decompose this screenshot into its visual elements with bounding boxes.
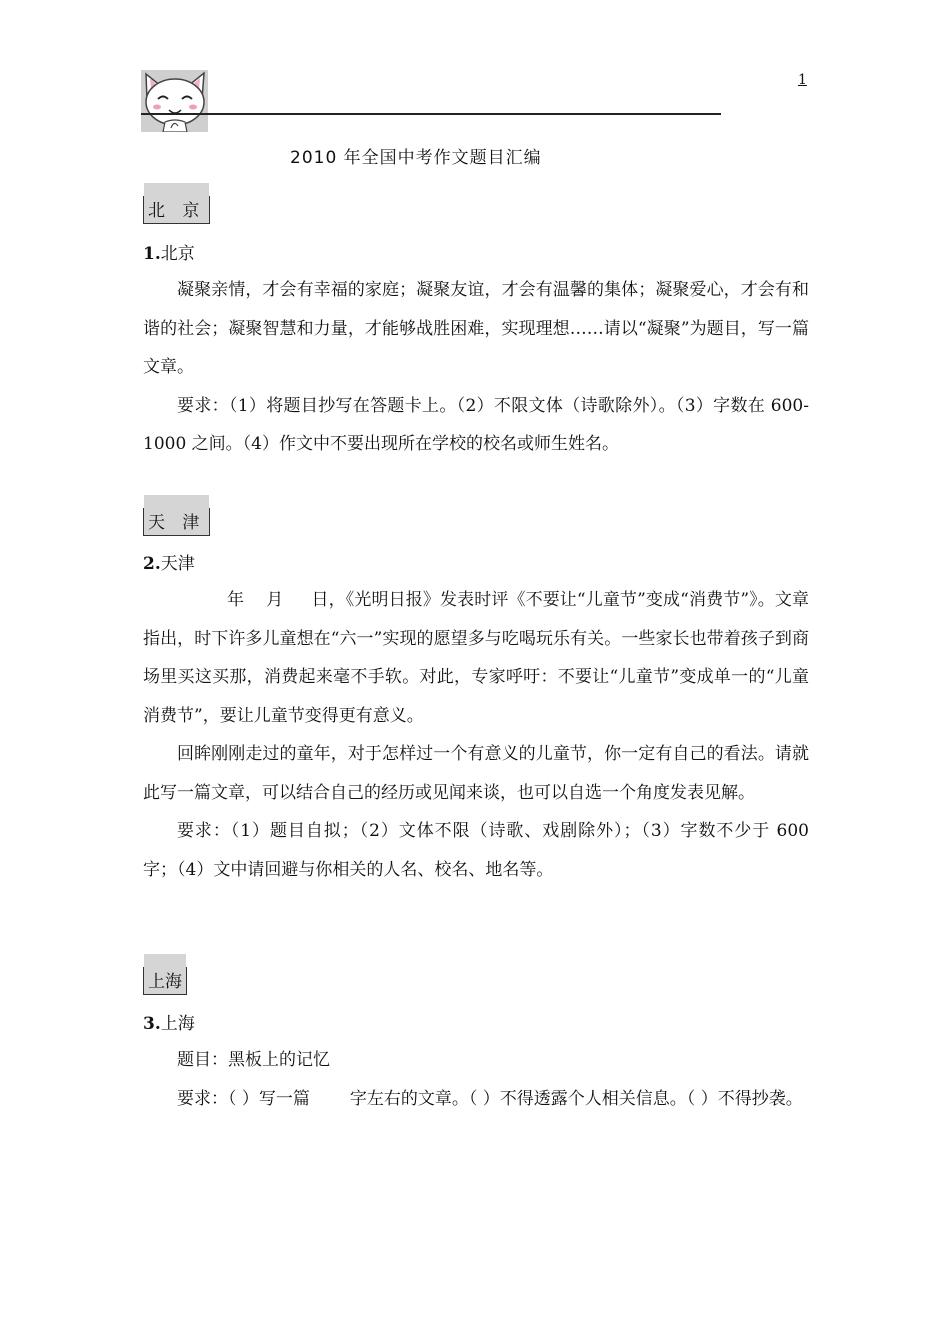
tag-shading [144,495,209,509]
section-tag-label: 上海 [148,972,182,992]
date-month: 月 [266,590,284,610]
item-heading-shanghai [143,1013,195,1035]
item-heading-beijing [143,243,195,265]
header-rule [141,113,721,115]
tag-shading [144,183,209,197]
shanghai-requirements [143,1080,809,1119]
item-name: 上海 [160,1014,195,1034]
tianjin-prompt-text: 日，《光明日报》发表时评《不要让“儿童节”变成“消费节”》。文章指出，时下许多儿童想在“六一”实现的愿望多与吃喝玩乐有关。一些家长也带着孩子到商场里买这买那，消费起来毫不手软。对此，专家呼吁：不要让“儿童节”变成单一的“儿童消费节”，要让儿童节变得更有意义。 [143,590,810,726]
section-tag-shanghai [143,967,187,995]
shanghai-body [143,1041,809,1118]
item-name: 天津 [160,554,195,574]
beijing-prompt: 凝聚亲情，才会有幸福的家庭；凝聚友谊，才会有温馨的集体；凝聚爱心，才会有和谐的社会；凝聚智慧和力量，才能够战胜困难，实现理想……请以“凝聚”为题目，写一篇文章。 [143,280,809,377]
item-number: 3. [143,1014,161,1034]
tianjin-prompt [143,581,809,735]
date-year: 年 [227,590,245,610]
shanghai-topic: 题目：黑板上的记忆 [177,1050,330,1070]
page-number: 1 [798,72,807,88]
item-number: 1. [143,244,161,264]
shanghai-req-part1: 要求：（ ）写一篇 [177,1088,310,1109]
cat-logo-image [141,70,208,132]
cat-face-icon [141,70,208,132]
item-heading-tianjin [143,553,195,575]
section-tag-beijing [143,196,210,224]
tianjin-body [143,581,809,889]
item-number: 2. [143,554,161,574]
section-tag-label: 北 京 [148,201,206,221]
section-tag-label: 天 津 [148,513,206,533]
beijing-requirements: 要求：（1）将题目抄写在答题卡上。（2）不限文体（诗歌除外）。（3）字数在 600-1000 之间。（4）作文中不要出现所在学校的校名或师生姓名。 [143,395,809,454]
section-tag-tianjin [143,508,210,536]
beijing-body [143,271,809,464]
item-name: 北京 [160,244,195,264]
shanghai-req-part2: 字左右的文章。（ ）不得透露个人相关信息。（ ）不得抄袭。 [349,1088,803,1109]
document-title: 2010 年全国中考作文题目汇编 [290,148,542,168]
tianjin-prompt-2: 回眸刚刚走过的童年，对于怎样过一个有意义的儿童节，你一定有自己的看法。请就此写一篇文章，可以结合自己的经历或见闻来谈，也可以自选一个角度发表见解。 [143,744,809,803]
tianjin-requirements: 要求：（1）题目自拟；（2）文体不限（诗歌、戏剧除外）；（3）字数不少于 600 字；（4）文中请回避与你相关的人名、校名、地名等。 [143,821,809,880]
tag-shading [144,954,186,968]
